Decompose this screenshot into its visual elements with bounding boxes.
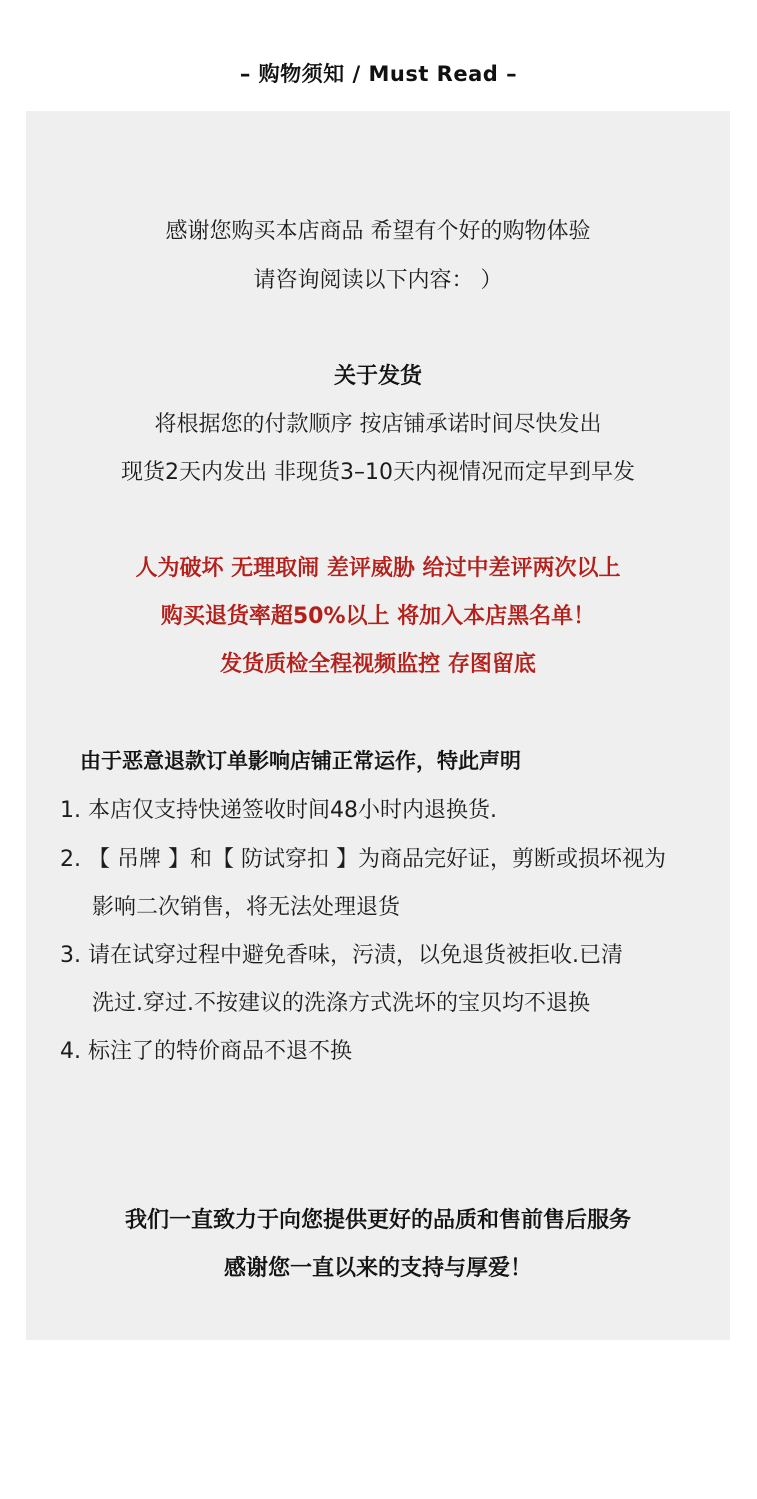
warning-line-3: 发货质检全程视频监控 存图留底 <box>220 652 536 677</box>
shipping-line-2: 现货2天内发出 非现货3–10天内视情况而定早到早发 <box>121 460 635 485</box>
policy-item-3-continued: 洗过.穿过.不按建议的洗涤方式洗坏的宝贝均不退换 <box>92 991 590 1016</box>
page-title: – 购物须知 / Must Read – <box>239 62 518 86</box>
shipping-line-1: 将根据您的付款顺序 按店铺承诺时间尽快发出 <box>154 412 602 437</box>
notice-panel <box>26 111 730 1340</box>
policy-item-3: 3. 请在试穿过程中避免香味，污渍，以免退货被拒收.已清 <box>60 943 623 968</box>
warning-line-2: 购买退货率超50%以上 将加入本店黑名单！ <box>160 604 596 629</box>
policy-item-1: 1. 本店仅支持快递签收时间48小时内退换货. <box>60 798 497 823</box>
policy-item-2-continued: 影响二次销售，将无法处理退货 <box>92 895 401 920</box>
closing-line-1: 我们一直致力于向您提供更好的品质和售前售后服务 <box>124 1208 631 1233</box>
closing-line-2: 感谢您一直以来的支持与厚爱！ <box>223 1256 532 1281</box>
intro-line-2: 请咨询阅读以下内容： ） <box>253 268 503 293</box>
policy-title: 由于恶意退款订单影响店铺正常运作，特此声明 <box>80 749 521 773</box>
policy-item-4: 4. 标注了的特价商品不退不换 <box>60 1039 352 1064</box>
intro-line-1: 感谢您购买本店商品 希望有个好的购物体验 <box>165 219 591 244</box>
warning-line-1: 人为破坏 无理取闹 差评威胁 给过中差评两次以上 <box>135 556 621 581</box>
shipping-heading: 关于发货 <box>333 364 422 389</box>
policy-item-2: 2. 【 吊牌 】和【 防试穿扣 】为商品完好证，剪断或损坏视为 <box>60 847 666 872</box>
